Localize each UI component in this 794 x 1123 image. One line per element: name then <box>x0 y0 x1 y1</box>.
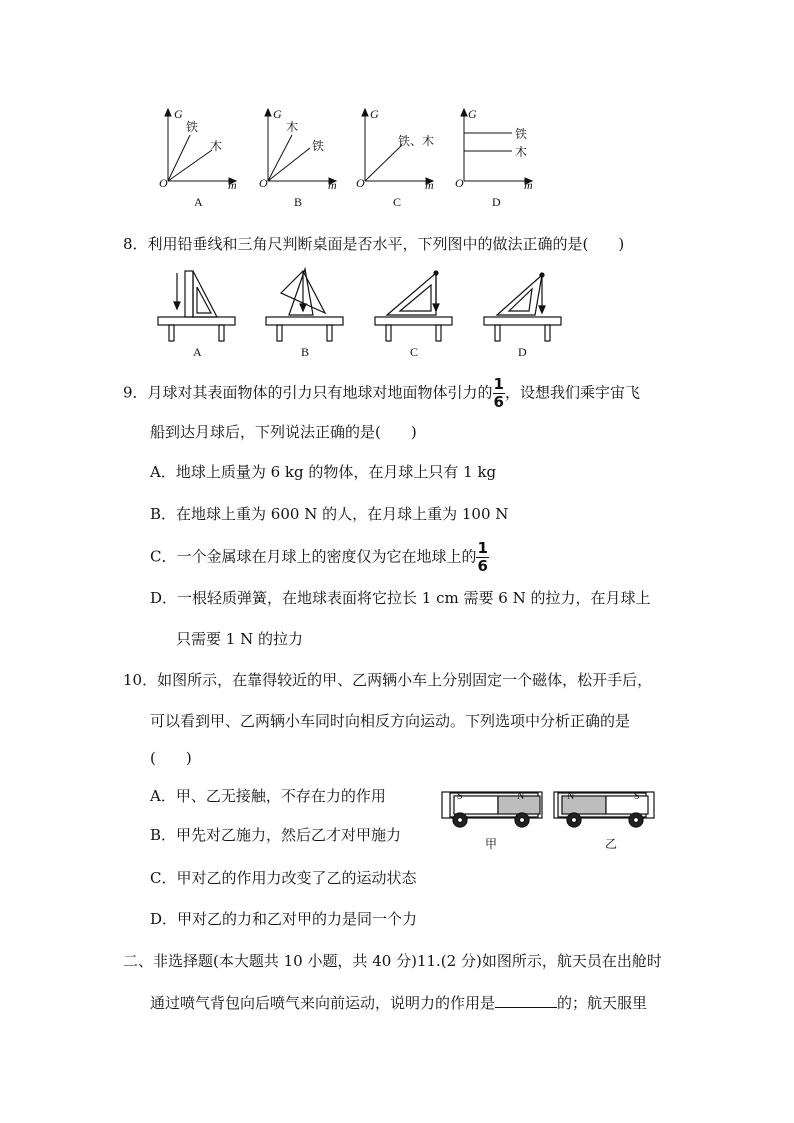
graph-b-line2-label: 铁 <box>312 139 325 153</box>
graph-b-line1-label: 木 <box>286 120 299 134</box>
q9-stem-part-a: 9．月球对其表面物体的引力只有地球对地面物体引力的 <box>123 383 493 402</box>
q9-fraction-denominator: 6 <box>493 393 504 411</box>
answer-blank[interactable] <box>495 993 557 1008</box>
graph-a-origin: O <box>159 176 168 190</box>
q8-option-a: A <box>193 345 202 359</box>
section2-line2-part-a: 通过喷气背包向后喷气来向前运动，说明力的作用是 <box>150 994 496 1012</box>
cart2-magnet-left-pole: N <box>567 791 575 802</box>
graph-d-option: D <box>492 195 501 209</box>
graph-b-y-label: G <box>273 107 282 121</box>
q9-option-c-line <box>150 540 489 575</box>
q9-option-a: A．地球上质量为 6 kg 的物体，在月球上只有 1 kg <box>150 463 497 481</box>
q10-stem-line1: 10．如图所示，在靠得较近的甲、乙两辆小车上分别固定一个磁体，松开手后， <box>123 671 653 689</box>
q9-option-d-line1: D．一根轻质弹簧，在地球表面将它拉长 1 cm 需要 6 N 的拉力，在月球上 <box>150 589 651 607</box>
q7-graphs-figure <box>150 105 550 215</box>
graph-a-x-label: m <box>228 178 237 192</box>
q10-carts-figure <box>438 782 670 834</box>
cart2-label: 乙 <box>605 837 618 851</box>
cart1-label: 甲 <box>485 837 498 851</box>
graph-d-y-label: G <box>468 107 477 121</box>
graph-c-x-label: m <box>425 178 434 192</box>
graph-c-option: C <box>393 195 402 209</box>
q9-option-c: C．一个金属球在月球上的密度仅为它在地球上的 <box>150 547 477 566</box>
graph-b-option: B <box>294 195 303 209</box>
cart1-magnet-left-pole: S <box>457 791 463 802</box>
q10-option-c: C．甲对乙的作用力改变了乙的运动状态 <box>150 869 417 887</box>
q9-stem-part-b: ，设想我们乘宇宙飞 <box>504 383 640 402</box>
graph-c-y-label: G <box>370 107 379 121</box>
q9-stem-line1 <box>123 376 683 411</box>
q9-stem-line2: 船到达月球后，下列说法正确的是( ) <box>150 423 417 441</box>
graph-b-origin: O <box>259 176 268 190</box>
graph-a-line1-label: 铁 <box>186 120 199 134</box>
q10-option-d: D．甲对乙的力和乙对甲的力是同一个力 <box>150 910 418 928</box>
q10-option-b: B．甲先对乙施力，然后乙才对甲施力 <box>150 826 402 844</box>
graph-d-line1-label: 铁 <box>515 127 528 141</box>
q10-stem-line3: ( ) <box>150 749 192 767</box>
section2-line1: 二、非选择题(本大题共 10 小题，共 40 分)11.(2 分)如图所示，航天员在出舱时 <box>123 952 662 970</box>
q9-fraction <box>493 376 505 411</box>
graph-c-origin: O <box>356 176 365 190</box>
q8-stem: 8．利用铅垂线和三角尺判断桌面是否水平，下列图中的做法正确的是( ) <box>123 235 625 253</box>
graph-d-line2-label: 木 <box>515 145 528 159</box>
graph-d-x-label: m <box>524 178 533 192</box>
q10-option-a: A．甲、乙无接触，不存在力的作用 <box>150 787 386 805</box>
q9-option-d-line2: 只需要 1 N 的拉力 <box>176 630 303 648</box>
section2-line2 <box>150 993 647 1013</box>
q9-option-c-fraction-denominator: 6 <box>477 557 488 575</box>
q10-stem-line2: 可以看到甲、乙两辆小车同时向相反方向运动。下列选项中分析正确的是 <box>150 712 631 730</box>
q8-figure <box>155 265 565 345</box>
graph-a-line2-label: 木 <box>210 139 223 153</box>
cart2-magnet-right-pole: S <box>634 791 640 802</box>
graph-a-y-label: G <box>174 107 183 121</box>
q9-fraction-numerator: 1 <box>493 375 504 393</box>
q9-option-c-fraction <box>476 540 488 575</box>
q8-option-d: D <box>518 345 527 359</box>
q9-option-b: B．在地球上重为 600 N 的人，在月球上重为 100 N <box>150 505 509 523</box>
q9-option-c-fraction-numerator: 1 <box>477 539 488 557</box>
q8-option-c: C <box>410 345 419 359</box>
graph-d-origin: O <box>455 176 464 190</box>
cart1-magnet-right-pole: N <box>517 791 525 802</box>
graph-b-x-label: m <box>328 178 337 192</box>
section2-line2-part-b: 的；航天服里 <box>557 994 648 1012</box>
graph-a-option: A <box>194 195 203 209</box>
q8-option-b: B <box>301 345 310 359</box>
graph-c-line-label: 铁、木 <box>398 134 435 148</box>
